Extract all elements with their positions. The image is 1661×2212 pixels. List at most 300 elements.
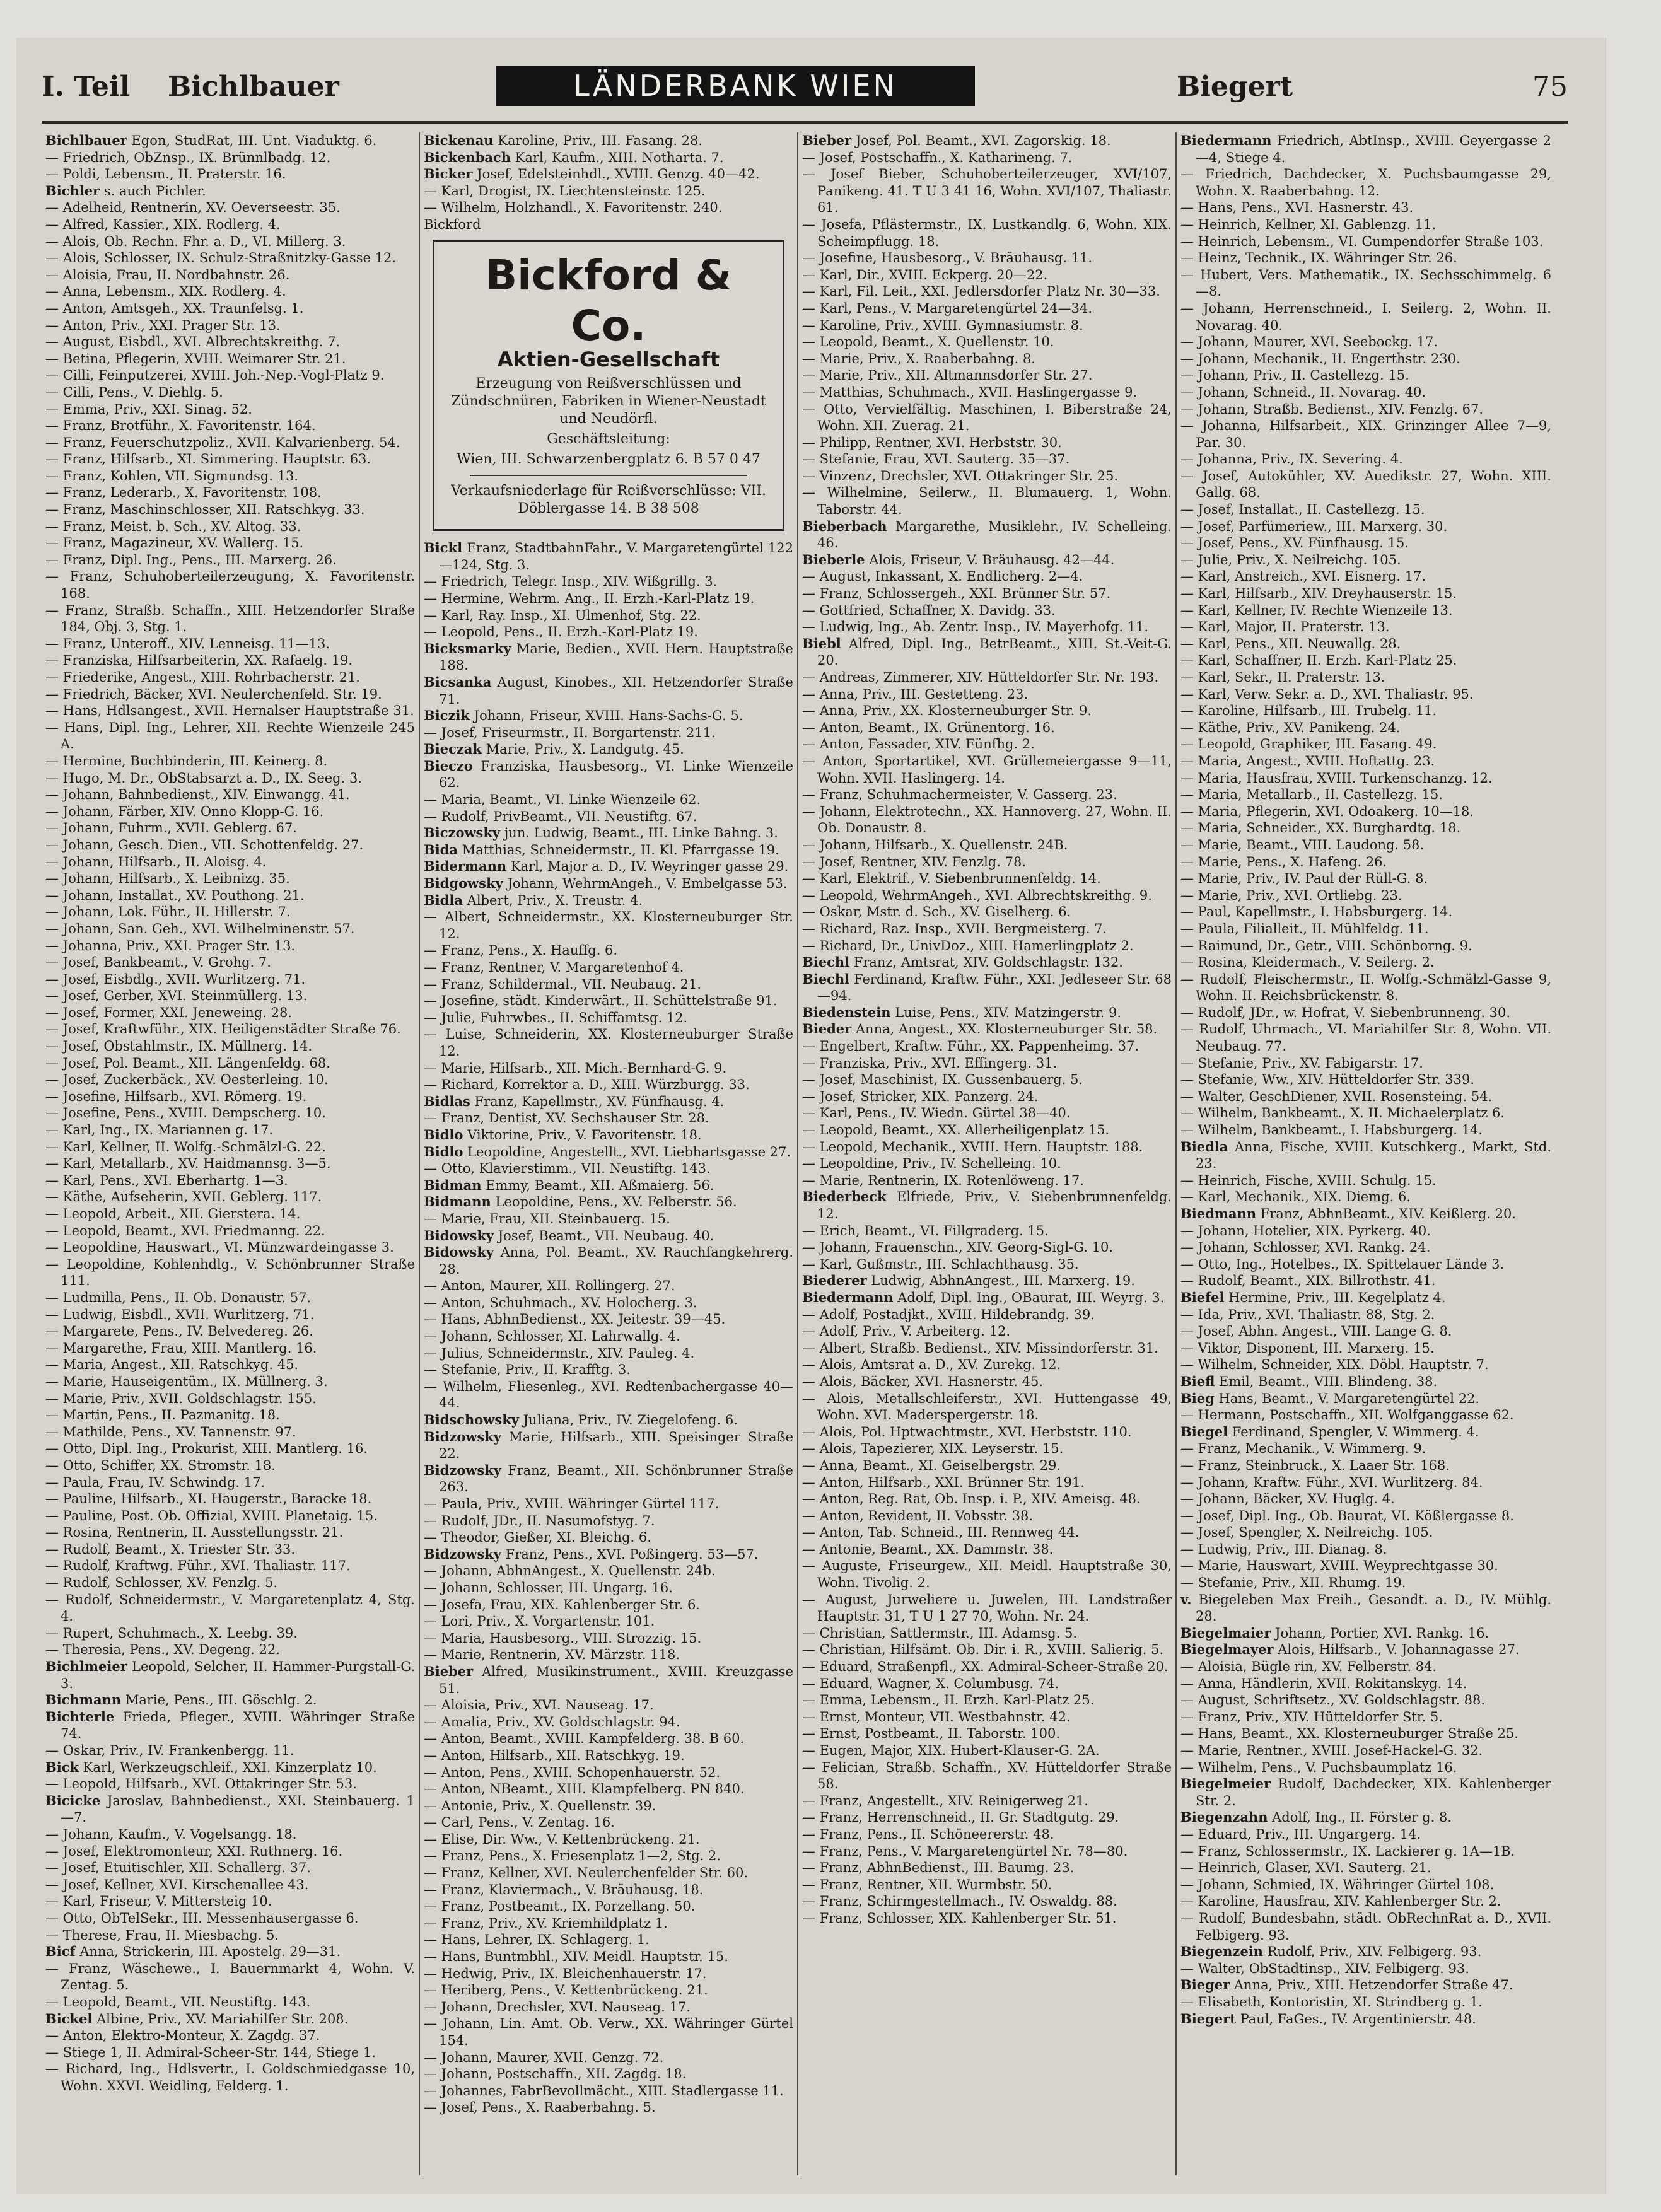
- directory-entry: Biefl Emil, Beamt., VIII. Blindeng. 38.: [1180, 1373, 1438, 1389]
- directory-entry: — Ernst, Postbeamt., II. Taborstr. 100.: [802, 1726, 1061, 1742]
- directory-entry: — Marie, Rentner., XVIII. Josef-Hackel-G. 32.: [1180, 1743, 1483, 1758]
- directory-entry: — Heinrich, Lebensm., VI. Gumpendorfer Straße 103.: [1180, 233, 1544, 249]
- surname-headword: Biegert: [1180, 2010, 1236, 2027]
- directory-entry: Biechl Ferdinand, Kraftw. Führ., XXI. Jedleseer Str. 68—94.: [802, 970, 1172, 1004]
- directory-entry: — Eduard, Wagner, X. Columbusg. 74.: [802, 1675, 1059, 1691]
- directory-entry: — Alois, Schlosser, IX. Schulz-Straßnitzky-Gasse 12.: [45, 250, 396, 266]
- directory-entry: — Karl, Friseur, V. Mittersteig 10.: [45, 1894, 272, 1909]
- directory-entry: Biederer Ludwig, AbhnAngest., III. Marxerg. 19.: [802, 1272, 1135, 1289]
- directory-entry: — Aloisia, Priv., XVI. Nauseag. 17.: [424, 1697, 654, 1713]
- directory-entry: — Carl, Pens., V. Zentag. 16.: [424, 1815, 615, 1831]
- surname-headword: Bichlmeier: [45, 1658, 127, 1675]
- directory-entry: — Josef, Dipl. Ing., Ob. Baurat, VI. Kößlergasse 8.: [1180, 1508, 1514, 1523]
- directory-entry: — Hans, Beamt., XX. Klosterneuburger Straße 25.: [1180, 1726, 1518, 1742]
- ad-office-label: Geschäftsleitung:: [547, 431, 670, 448]
- directory-entry: — Stiege 1, II. Admiral-Scheer-Str. 144, Stiege 1.: [45, 2044, 376, 2060]
- directory-entry: — Hedwig, Priv., IX. Bleichenhauerstr. 17.: [424, 1965, 707, 1981]
- directory-entry: — Otto, Vervielfältig. Maschinen, I. Biberstraße 24, Wohn. XII. Zuerag. 21.: [802, 401, 1172, 434]
- directory-entry: — Richard, Raz. Insp., XVII. Bergmeisterg. 7.: [802, 921, 1107, 936]
- directory-entry: — Eduard, Straßenpfl., XX. Admiral-Scheer-Straße 20.: [802, 1659, 1169, 1675]
- directory-entry: Bickl Franz, StadtbahnFahr., V. Margaretengürtel 122—124, Stg. 3.: [424, 540, 793, 573]
- directory-entry: — Auguste, Friseurgew., XII. Meidl. Hauptstraße 30, Wohn. Tivolig. 2.: [802, 1558, 1172, 1591]
- directory-entry: — Rudolf, JDr., w. Hofrat, V. Siebenbrunneng. 30.: [1180, 1004, 1511, 1020]
- directory-entry: — Wilhelm, Fliesenleg., XVI. Redtenbachergasse 40—44.: [424, 1378, 793, 1411]
- surname-headword: Bidowsky: [424, 1227, 494, 1243]
- directory-entry: Biedermann Friedrich, AbtInsp., XVIII. Geyergasse 2—4, Stiege 4.: [1180, 132, 1551, 165]
- directory-entry: — August, Eisbdl., XVI. Albrechtskreithg. 7.: [45, 334, 341, 350]
- directory-entry: — Heinrich, Kellner, XI. Gablenzg. 11.: [1180, 216, 1437, 232]
- directory-entry: — Rudolf, Uhrmach., VI. Mariahilfer Str. 8, Wohn. VII. Neubaug. 77.: [1180, 1022, 1551, 1054]
- directory-entry: — Johann, Hilfsarb., X. Quellenstr. 24B.: [802, 837, 1068, 853]
- directory-entry: — Käthe, Priv., XV. Panikeng. 24.: [1180, 719, 1401, 735]
- directory-entry: — Felician, Straßb. Schaffn., XV. Hütteldorfer Straße 58.: [802, 1759, 1172, 1792]
- directory-entry: Bieg Hans, Beamt., V. Margaretengürtel 22.: [1180, 1390, 1480, 1406]
- directory-entry: — Julie, Priv., X. Neilreichg. 105.: [1180, 552, 1401, 568]
- directory-entry: — Rosina, Rentnerin, II. Ausstellungsstr. 21.: [45, 1525, 344, 1540]
- directory-entry: — Leopold, Arbeit., XII. Gierstera. 14.: [45, 1206, 301, 1221]
- surname-headword: Bidlo: [424, 1143, 463, 1160]
- directory-entry: — Franz, Schlosser, XIX. Kahlenberger Str. 51.: [802, 1910, 1117, 1926]
- surname-headword: Bidgowsky: [424, 875, 503, 892]
- directory-entry: Bidman Emmy, Beamt., XII. Aßmaierg. 56.: [424, 1177, 714, 1193]
- directory-entry: — Margarete, Pens., IV. Belvedereg. 26.: [45, 1324, 313, 1339]
- directory-entry: Bickford: [424, 216, 481, 232]
- column-4: [1177, 132, 1555, 2175]
- directory-entry: — Albert, Straßb. Bedienst., XIV. Missindorferstr. 31.: [802, 1340, 1158, 1356]
- surname-headword: Bieberbach: [802, 518, 887, 534]
- directory-entry: — Stefanie, Priv., XV. Fabigarstr. 17.: [1180, 1055, 1423, 1071]
- directory-entry: Bieber Alfred, Musikinstrument., XVIII. Kreuzgasse 51.: [424, 1663, 793, 1696]
- directory-entry: — Maria, Metallarb., II. Castellezg. 15.: [1180, 787, 1443, 803]
- directory-entry: — Josef, Pens., XV. Fünfhausg. 15.: [1180, 535, 1409, 551]
- directory-entry: — Franz, Kohlen, VII. Sigmundsg. 13.: [45, 468, 299, 484]
- directory-entry: Bieger Anna, Priv., XIII. Hetzendorfer Straße 47.: [1180, 1977, 1513, 1993]
- directory-entry: Biegelmayer Alois, Hilfsarb., V. Johannagasse 27.: [1180, 1641, 1520, 1658]
- directory-entry: — Pauline, Hilfsarb., XI. Haugerstr., Baracke 18.: [45, 1491, 372, 1507]
- directory-entry: Bickenbach Karl, Kaufm., XIII. Notharta. 7.: [424, 149, 724, 165]
- directory-entry: Bidla Albert, Priv., X. Treustr. 4.: [424, 892, 643, 908]
- directory-entry: — Franz, Herrenschneid., II. Gr. Stadtgutg. 29.: [802, 1810, 1119, 1825]
- directory-entry: — Johann, Hilfsarb., II. Aloisg. 4.: [45, 854, 267, 870]
- directory-entry: — Franz, Priv., XIV. Hütteldorfer Str. 5.: [1180, 1709, 1443, 1725]
- directory-entry: — Josef, Zuckerbäck., XV. Oesterleing. 10.: [45, 1072, 329, 1088]
- guide-word-right: Biegert: [1177, 71, 1293, 103]
- directory-entry: — Amalia, Priv., XV. Goldschlagstr. 94.: [424, 1714, 680, 1730]
- directory-entry: — Hermann, Postschaffn., XII. Wolfganggasse 62.: [1180, 1407, 1514, 1423]
- directory-entry: Bidlo Viktorine, Priv., V. Favoritenstr. 18.: [424, 1126, 702, 1143]
- directory-entry: — Franz, Dipl. Ing., Pens., III. Marxerg. 26.: [45, 552, 337, 568]
- directory-entry: — Heinrich, Fische, XVIII. Schulg. 15.: [1180, 1172, 1437, 1188]
- directory-entry: — Johann, Mechanik., II. Engerthstr. 230.: [1180, 351, 1460, 366]
- surname-headword: Bickenbach: [424, 149, 511, 165]
- surname-headword: Biedmann: [1180, 1206, 1257, 1221]
- directory-entry: — Leopold, Beamt., XX. Allerheiligenplatz 15.: [802, 1122, 1110, 1138]
- directory-entry: — Marie, Rentnerin, XV. Märzstr. 118.: [424, 1647, 680, 1663]
- directory-entry: — Anton, Revident, II. Vobsstr. 38.: [802, 1508, 1034, 1523]
- directory-entry: — Elise, Dir. Ww., V. Kettenbrückeng. 21.: [424, 1831, 700, 1847]
- directory-entry: — Josef, Kraftwführ., XIX. Heiligenstädter Straße 76.: [45, 1022, 401, 1037]
- directory-entry: Bidlas Franz, Kapellmstr., XV. Fünfhausg. 4.: [424, 1093, 725, 1109]
- directory-entry: — Marie, Hauswart, XVIII. Weyprechtgasse 30.: [1180, 1558, 1498, 1574]
- section-label: I. Teil: [42, 71, 131, 103]
- directory-entry: — Franz, Pens., V. Margaretengürtel Nr. 78—80.: [802, 1843, 1128, 1859]
- banner-ad: LÄNDERBANK WIEN: [496, 66, 975, 106]
- directory-entry: — Christian, Sattlermstr., III. Adamsg. 5.: [802, 1625, 1078, 1641]
- directory-entry: — Josef, Eisbdlg., XVII. Wurlitzerg. 71.: [45, 971, 306, 987]
- directory-entry: — Erich, Beamt., VI. Fillgraderg. 15.: [802, 1223, 1049, 1238]
- directory-entry: — Otto, Schiffer, XX. Stromstr. 18.: [45, 1457, 276, 1473]
- directory-entry: — Karl, Metallarb., XV. Haidmannsg. 3—5.: [45, 1156, 331, 1172]
- column-2: [420, 132, 798, 2175]
- directory-entry: — Josef, Autokühler, XV. Auedikstr. 27, Wohn. XIII. Gallg. 68.: [1180, 468, 1551, 501]
- directory-entry: — Franz, Schirmgestellmach., IV. Oswaldg. 88.: [802, 1894, 1117, 1909]
- surname-headword: Bidman: [424, 1177, 482, 1193]
- directory-entry: — Philipp, Rentner, XVI. Herbststr. 30.: [802, 434, 1062, 450]
- surname-headword: Bidowsky: [424, 1244, 494, 1260]
- directory-entry: — Hugo, M. Dr., ObStabsarzt a. D., IX. Seeg. 3.: [45, 770, 363, 786]
- directory-entry: — Paula, Priv., XVIII. Währinger Gürtel 117.: [424, 1496, 720, 1511]
- directory-entry: — Hans, Pens., XVI. Hasnerstr. 43.: [1180, 200, 1414, 216]
- directory-entry: — Franz, Dentist, XV. Sechshauser Str. 28.: [424, 1110, 709, 1126]
- surname-headword: Bicf: [45, 1943, 76, 1960]
- directory-entry: — Anna, Beamt., XI. Geiselbergstr. 29.: [802, 1457, 1061, 1473]
- surname-headword: Bieder: [802, 1021, 852, 1037]
- directory-entry: — Vinzenz, Drechsler, XVI. Ottakringer Str. 25.: [802, 468, 1119, 484]
- directory-entry: — Hans, AbhnBedienst., XX. Jeitestr. 39—45.: [424, 1312, 726, 1327]
- surname-headword: Bieczak: [424, 741, 482, 757]
- directory-entry: — Poldi, Lebensm., II. Praterstr. 16.: [45, 166, 286, 182]
- surname-headword: v.: [1180, 1591, 1192, 1607]
- directory-entry: — Josef, Former, XXI. Jeneweing. 28.: [45, 1004, 293, 1020]
- column-1: [42, 132, 420, 2175]
- directory-entry: — Anton, Amtsgeh., XX. Traunfelsg. 1.: [45, 300, 304, 316]
- directory-entry: — Friedrich, Telegr. Insp., XIV. Wißgrillg. 3.: [424, 574, 718, 590]
- directory-entry: — Lori, Priv., X. Vorgartenstr. 101.: [424, 1614, 655, 1629]
- directory-entry: — Josef, Spengler, X. Neilreichg. 105.: [1180, 1525, 1433, 1540]
- directory-entry: — Karl, Anstreich., XVI. Eisnerg. 17.: [1180, 569, 1426, 585]
- directory-entry: — Wilhelm, Schneider, XIX. Döbl. Hauptstr. 7.: [1180, 1357, 1489, 1373]
- directory-entry: — Karl, Pens., IV. Wiedn. Gürtel 38—40.: [802, 1105, 1071, 1121]
- page-number: 75: [1532, 71, 1568, 103]
- directory-entry: — Karl, Hilfsarb., XIV. Dreyhauserstr. 15.: [1180, 586, 1457, 602]
- directory-entry: — Johann, Maurer, XVI. Seebockg. 17.: [1180, 334, 1438, 350]
- directory-entry: — Heriberg, Pens., V. Kettenbrückeng. 21.: [424, 1982, 708, 1998]
- surname-headword: Bickl: [424, 540, 463, 556]
- directory-entry: — Martin, Pens., II. Pazmanitg. 18.: [45, 1407, 280, 1423]
- directory-entry: — Antonie, Beamt., XX. Dammstr. 38.: [802, 1541, 1054, 1557]
- directory-entry: Bichler s. auch Pichler.: [45, 182, 206, 199]
- directory-entry: — Walter, ObStadtinsp., XIV. Felbigerg. 93.: [1180, 1960, 1469, 1976]
- directory-entry: — Josefa, Pflästermstr., IX. Lustkandlg. 6, Wohn. XIX. Scheimpflugg. 18.: [802, 216, 1172, 249]
- directory-entry: — Marie, Priv., XII. Altmannsdorfer Str. 27.: [802, 368, 1093, 383]
- directory-entry: — Johanna, Hilfsarbeit., XIX. Grinzinger Allee 7—9, Par. 30.: [1180, 418, 1551, 450]
- directory-entry: — Cilli, Feinputzerei, XVIII. Joh.-Nep.-Vogl-Platz 9.: [45, 368, 385, 383]
- directory-entry: — Johann, Lin. Amt. Ob. Verw., XX. Währinger Gürtel 154.: [424, 2016, 793, 2048]
- directory-entry: — Paul, Kapellmstr., I. Habsburgerg. 14.: [1180, 904, 1453, 920]
- directory-entry: — Richard, Korrektor a. D., XIII. Würzburgg. 33.: [424, 1077, 750, 1093]
- directory-entry: — Karl, Ray. Insp., XI. Ulmenhof, Stg. 22.: [424, 607, 701, 623]
- directory-entry: — Cilli, Pens., V. Diehlg. 5.: [45, 384, 223, 400]
- directory-entry: Bidmann Leopoldine, Pens., XV. Felberstr. 56.: [424, 1194, 737, 1210]
- surname-headword: Biegel: [1180, 1423, 1228, 1440]
- ad-sales-outlet: Verkaufsniederlage für Reißverschlüsse: VII. Döblergasse 14. B 38 508: [451, 483, 766, 517]
- surname-headword: Bieger: [1180, 1977, 1230, 1993]
- directory-entry: — Andreas, Zimmerer, XIV. Hütteldorfer Str. Nr. 193.: [802, 670, 1159, 685]
- directory-entry: — Johann, Maurer, XVII. Genzg. 72.: [424, 2049, 664, 2065]
- directory-entry: — Johannes, FabrBevollmächt., XIII. Stadlergasse 11.: [424, 2083, 784, 2098]
- directory-entry: Bieder Anna, Angest., XX. Klosterneuburger Str. 58.: [802, 1021, 1158, 1037]
- directory-entry: Bicicke Jaroslav, Bahnbedienst., XXI. Steinbauerg. 1—7.: [45, 1792, 415, 1825]
- directory-entry: Bieberle Alois, Friseur, V. Bräuhausg. 42—44.: [802, 551, 1115, 568]
- ad-description: Erzeugung von Reißverschlüssen und Zündschnüren, Fabriken in Wiener-Neustadt und Neudörfl.: [451, 376, 766, 428]
- directory-entry: Bichterle Frieda, Pfleger., XVIII. Währinger Straße 74.: [45, 1708, 415, 1742]
- directory-entry: — Alois, Pol. Hptwachtmstr., XVI. Herbststr. 110.: [802, 1424, 1132, 1440]
- column-3: [798, 132, 1177, 2175]
- directory-entry: — Johann, Frauenschn., XIV. Georg-Sigl-G. 10.: [802, 1240, 1114, 1255]
- ad-company-name: Bickford & Co.: [485, 250, 732, 350]
- surname-headword: Bicker: [424, 166, 473, 182]
- directory-entry: — Johann, Kaufm., V. Vogelsangg. 18.: [45, 1826, 297, 1842]
- directory-entry: — Friedrich, Bäcker, XVI. Neulerchenfeld. Str. 19.: [45, 686, 382, 702]
- directory-entry: — Viktor, Disponent, III. Marxerg. 15.: [1180, 1340, 1435, 1356]
- directory-entry: Biegenzein Rudolf, Priv., XIV. Felbigerg. 93.: [1180, 1943, 1482, 1960]
- surname-headword: Bick: [45, 1759, 79, 1775]
- directory-entry: — Wilhelm, Holzhandl., X. Favoritenstr. 240.: [424, 200, 723, 216]
- directory-entry: — Anton, Hilfsarb., XXI. Brünner Str. 191.: [802, 1474, 1085, 1490]
- directory-entry: — Maria, Beamt., VI. Linke Wienzeile 62.: [424, 792, 701, 808]
- surname-headword: Bichmann: [45, 1692, 122, 1708]
- directory-entry: — Theodor, Gießer, XI. Bleichg. 6.: [424, 1530, 651, 1545]
- directory-entry: — Ludwig, Ing., Ab. Zentr. Insp., IV. Mayerhofg. 11.: [802, 619, 1149, 635]
- directory-entry: — Anton, Tab. Schneid., III. Rennweg 44.: [802, 1525, 1080, 1540]
- surname-headword: Bicicke: [45, 1792, 101, 1808]
- directory-entry: — Leopold, Hilfsarb., XVI. Ottakringer Str. 53.: [45, 1776, 357, 1792]
- directory-entry: Bidowsky Anna, Pol. Beamt., XV. Rauchfangkehrerg. 28.: [424, 1244, 793, 1277]
- directory-entry: Biedla Anna, Fische, XVIII. Kutschkerg., Markt, Std. 23.: [1180, 1138, 1551, 1172]
- directory-entry: — Franz, Lederarb., X. Favoritenstr. 108.: [45, 485, 322, 501]
- directory-entry: — Paula, Filialleit., II. Mühlfeldg. 11.: [1180, 921, 1429, 936]
- surname-headword: Bida: [424, 841, 458, 858]
- directory-entry: — Josef, Gerber, XVI. Steinmüllerg. 13.: [45, 988, 308, 1004]
- directory-entry: — Johann, AbhnAngest., X. Quellenstr. 24b.: [424, 1563, 716, 1579]
- directory-entry: — Franz, Magazineur, XV. Wallerg. 15.: [45, 535, 304, 551]
- ad-divider: [470, 475, 747, 476]
- directory-entry: — Josef, Kellner, XVI. Kirschenallee 43.: [45, 1877, 309, 1892]
- directory-entry: — Hans, Dipl. Ing., Lehrer, XII. Rechte Wienzeile 245 A.: [45, 719, 415, 752]
- surname-headword: Biegenzahn: [1180, 1809, 1268, 1825]
- directory-entry: — Wilhelmine, Seilerw., II. Blumauerg. 1, Wohn. Taborstr. 44.: [802, 485, 1172, 518]
- directory-entry: Bichmann Marie, Pens., III. Göschlg. 2.: [45, 1692, 317, 1708]
- directory-entry: — Johann, Schneid., II. Novarag. 40.: [1180, 384, 1426, 400]
- directory-entry: — Stefanie, Priv., II. Krafftg. 3.: [424, 1362, 631, 1378]
- directory-entry: Biederbeck Elfriede, Priv., V. Siebenbrunnenfeldg. 12.: [802, 1189, 1172, 1221]
- surname-headword: Bichler: [45, 182, 100, 199]
- directory-entry: Biedmann Franz, AbhnBeamt., XIV. Keißlerg. 20.: [1180, 1206, 1517, 1221]
- directory-entry: — Maria, Angest., XII. Ratschkyg. 45.: [45, 1357, 299, 1373]
- directory-entry: — Marie, Priv., XVI. Ortliebg. 23.: [1180, 887, 1402, 903]
- directory-entry: — Leopold, Beamt., VII. Neustiftg. 143.: [45, 1994, 311, 2010]
- directory-entry: — Marie, Beamt., VIII. Laudong. 58.: [1180, 837, 1425, 853]
- surname-headword: Biefel: [1180, 1289, 1225, 1305]
- directory-entry: — Otto, Klavierstimm., VII. Neustiftg. 143.: [424, 1161, 711, 1177]
- directory-entry: — Rudolf, Bundesbahn, städt. ObRechnRat a. D., XVII. Felbigerg. 93.: [1180, 1910, 1551, 1943]
- directory-entry: Biefel Hermine, Priv., III. Kegelplatz 4.: [1180, 1289, 1446, 1305]
- directory-entry: — Rosina, Kleidermach., V. Seilerg. 2.: [1180, 955, 1435, 970]
- directory-entry: — Franz, Schuhoberteilerzeugung, X. Favoritenstr. 168.: [45, 569, 415, 602]
- directory-entry: — Johanna, Priv., XXI. Prager Str. 13.: [45, 938, 296, 953]
- directory-entry: — Christian, Hilfsämt. Ob. Dir. i. R., XVIII. Salierig. 5.: [802, 1642, 1164, 1658]
- directory-entry: — Julie, Fuhrwbes., II. Schiffamtsg. 12.: [424, 1010, 688, 1025]
- directory-entry: — Josef, Friseurmstr., II. Borgartenstr. 211.: [424, 725, 716, 740]
- directory-entry: — Rudolf, Schlosser, XV. Fenzlg. 5.: [45, 1575, 278, 1591]
- directory-entry: Bieber Josef, Pol. Beamt., XVI. Zagorskig. 18.: [802, 132, 1111, 148]
- directory-entry: — Alfred, Kassier., XIX. Rodlerg. 4.: [45, 216, 281, 232]
- directory-entry: — Wilhelm, Pens., V. Puchsbaumplatz 16.: [1180, 1759, 1457, 1775]
- directory-entry: — Anton, NBeamt., XIII. Klampfelberg. PN 840.: [424, 1781, 745, 1797]
- directory-entry: — Anton, Pens., XVIII. Schopenhauerstr. 52.: [424, 1764, 721, 1780]
- directory-entry: — Karoline, Hilfsarb., III. Trubelg. 11.: [1180, 703, 1437, 719]
- directory-entry: — Gottfried, Schaffner, X. Davidg. 33.: [802, 602, 1056, 618]
- directory-entry: — Walter, GeschDiener, XVII. Rosensteing. 54.: [1180, 1088, 1493, 1104]
- surname-headword: Biedermann: [802, 1289, 894, 1305]
- directory-entry: — Karl, Sekr., II. Praterstr. 13.: [1180, 670, 1385, 685]
- directory-entry: — Alois, Tapezierer, XIX. Leyserstr. 15.: [802, 1441, 1064, 1457]
- directory-entry: — Karoline, Priv., XVIII. Gymnasiumstr. 8.: [802, 317, 1083, 333]
- directory-entry: — Albert, Schneidermstr., XX. Klosterneuburger Str. 12.: [424, 909, 793, 941]
- directory-entry: — Wilhelm, Bankbeamt., I. Habsburgerg. 14.: [1180, 1122, 1483, 1138]
- directory-entry: — Franz, Schlossergeh., XXI. Brünner Str. 57.: [802, 586, 1111, 602]
- directory-entry: — Marie, Pens., X. Hafeng. 26.: [1180, 854, 1387, 870]
- surname-headword: Biedenstein: [802, 1004, 891, 1020]
- directory-entry: — Anton, Sportartikel, XVI. Grüllemeiergasse 9—11, Wohn. XVII. Haslingerg. 14.: [802, 753, 1172, 786]
- directory-entry: Bidzowsky Marie, Hilfsarb., XIII. Speisinger Straße 22.: [424, 1428, 793, 1462]
- directory-entry: — Franz, Schuhmachermeister, V. Gasserg. 23.: [802, 787, 1117, 803]
- directory-entry: — Karl, Fil. Leit., XXI. Jedlersdorfer Platz Nr. 30—33.: [802, 284, 1160, 300]
- directory-entry: — Ida, Priv., XVI. Thaliastr. 88, Stg. 2.: [1180, 1307, 1435, 1322]
- directory-entry: — Alois, Amtsrat a. D., XV. Zurekg. 12.: [802, 1357, 1061, 1373]
- directory-entry: — Karl, Schaffner, II. Erzh. Karl-Platz 25.: [1180, 653, 1457, 668]
- directory-entry: — Josef, Pens., X. Raaberbahng. 5.: [424, 2100, 656, 2116]
- directory-entry: — Stefanie, Ww., XIV. Hütteldorfer Str. 339.: [1180, 1072, 1474, 1088]
- directory-entry: — Paula, Frau, IV. Schwindg. 17.: [45, 1474, 265, 1490]
- directory-entry: — Johann, Bahnbedienst., XIV. Einwangg. 41.: [45, 787, 350, 803]
- directory-entry: — Karl, Verw. Sekr. a. D., XVI. Thaliastr. 95.: [1180, 686, 1474, 702]
- directory-entry: — Franz, Klaviermach., V. Bräuhausg. 18.: [424, 1882, 704, 1897]
- directory-entry: — Matthias, Schuhmach., XVII. Haslingergasse 9.: [802, 384, 1138, 400]
- directory-entry: — Johann, Installat., XV. Pouthong. 21.: [45, 887, 305, 903]
- directory-entry: — Anton, Priv., XXI. Prager Str. 13.: [45, 317, 281, 333]
- directory-entry: — Johann, Bäcker, XV. Huglg. 4.: [1180, 1491, 1395, 1507]
- directory-entry: — Marie, Frau, XII. Steinbauerg. 15.: [424, 1211, 670, 1226]
- directory-entry: — Rudolf, PrivBeamt., VII. Neustiftg. 67.: [424, 808, 697, 824]
- surname-headword: Bidla: [424, 892, 463, 908]
- directory-entry: — Leopoldine, Kohlenhdlg., V. Schönbrunner Straße 111.: [45, 1256, 415, 1289]
- directory-entry: — Maria, Hausbesorg., VIII. Strozzig. 15.: [424, 1630, 702, 1646]
- directory-entry: — Karl, Ing., IX. Mariannen g. 17.: [45, 1122, 274, 1138]
- surname-headword: Bieber: [424, 1663, 474, 1679]
- directory-entry: Bick Karl, Werkzeugschleif., XXI. Kinzerplatz 10.: [45, 1759, 377, 1775]
- surname-headword: Bidzowsky: [424, 1462, 501, 1478]
- directory-entry: — Hans, Buntmbhl., XIV. Meidl. Hauptstr. 15.: [424, 1949, 728, 1965]
- directory-entry: — Raimund, Dr., Getr., VIII. Schönborng. 9.: [1180, 938, 1472, 953]
- directory-entry: — Leopoldine, Priv., IV. Schelleing. 10.: [802, 1156, 1061, 1172]
- directory-entry: — Josefine, Pens., XVIII. Dempscherg. 10.: [45, 1105, 326, 1121]
- surname-headword: Bidlas: [424, 1093, 470, 1109]
- directory-entry: — Anton, Beamt., XVIII. Kampfelderg. 38. B 60.: [424, 1731, 745, 1747]
- directory-entry: — Otto, Dipl. Ing., Prokurist, XIII. Mantlerg. 16.: [45, 1441, 368, 1457]
- directory-entry: — Karl, Elektrif., V. Siebenbrunnenfeldg. 14.: [802, 871, 1101, 887]
- directory-entry: — Karl, Kellner, IV. Rechte Wienzeile 13.: [1180, 602, 1453, 618]
- surname-headword: Bichlbauer: [45, 132, 127, 148]
- directory-entry: — August, Schriftsetz., XV. Goldschlagstr. 88.: [1180, 1692, 1486, 1708]
- directory-entry: — Johann, Färber, XIV. Onno Klopp-G. 16.: [45, 803, 324, 819]
- directory-entry: — Marie, Priv., X. Raaberbahng. 8.: [802, 351, 1035, 366]
- directory-entry: Biebl Alfred, Dipl. Ing., BetrBeamt., XIII. St.-Veit-G. 20.: [802, 635, 1172, 668]
- directory-entry: — Richard, Ing., Hdlsvertr., I. Goldschmiedgasse 10, Wohn. XXVI. Weidling, Felderg. 1.: [45, 2061, 415, 2093]
- surname-headword: Bidlo: [424, 1126, 463, 1143]
- directory-entry: Biczowsky jun. Ludwig, Beamt., III. Linke Bahng. 3.: [424, 825, 778, 841]
- directory-entry: — Oskar, Priv., IV. Frankenbergg. 11.: [45, 1743, 294, 1758]
- directory-entry: — Josef, Stricker, XIX. Panzerg. 24.: [802, 1088, 1039, 1104]
- directory-entry: — Johann, Straßb. Bedienst., XIV. Fenzlg. 67.: [1180, 401, 1484, 417]
- directory-entry: — Josef, Rentner, XIV. Fenzlg. 78.: [802, 854, 1026, 870]
- surname-headword: Biederbeck: [802, 1189, 887, 1205]
- directory-entry: — Eduard, Priv., III. Ungargerg. 14.: [1180, 1826, 1421, 1842]
- bickford-advertisement: [433, 240, 784, 532]
- directory-columns: [42, 132, 1568, 2175]
- directory-entry: — Rudolf, Fleischermstr., II. Wolfg.-Schmälzl-Gasse 9, Wohn. II. Reichsbrückenstr. 8.: [1180, 971, 1551, 1004]
- directory-entry: — Ludmilla, Pens., II. Ob. Donaustr. 57.: [45, 1289, 312, 1305]
- directory-entry: — Franz, Pens., X. Friesenplatz 1—2, Stg. 2.: [424, 1848, 721, 1864]
- directory-entry: — Johann, Herrenschneid., I. Seilerg. 2, Wohn. II. Novarag. 40.: [1180, 300, 1551, 333]
- directory-entry: — Karl, Major, II. Praterstr. 13.: [1180, 619, 1390, 635]
- surname-headword: Bieberle: [802, 551, 865, 568]
- directory-entry: Bidgowsky Johann, WehrmAngeh., V. Embelgasse 53.: [424, 875, 788, 892]
- directory-entry: — Leopold, Beamt., XVI. Friedmanng. 22.: [45, 1223, 325, 1238]
- directory-entry: — Johann, Gesch. Dien., VII. Schottenfeldg. 27.: [45, 837, 364, 853]
- directory-entry: — Josef, Postschaffn., X. Katharineng. 7.: [802, 149, 1073, 165]
- surname-headword: Bieber: [802, 132, 852, 148]
- directory-entry: — Friedrich, ObZnsp., IX. Brünnlbadg. 12.: [45, 149, 331, 165]
- directory-entry: — Johann, Hilfsarb., X. Leibnizg. 35.: [45, 871, 290, 887]
- directory-entry: — Therese, Frau, II. Miesbachg. 5.: [45, 1927, 279, 1943]
- directory-entry: — Johann, Drechsler, XVI. Nauseag. 17.: [424, 1999, 691, 2015]
- directory-entry: — Franz, Straßb. Schaffn., XIII. Hetzendorfer Straße 184, Obj. 3, Stg. 1.: [45, 602, 415, 635]
- directory-entry: Bicsanka August, Kinobes., XII. Hetzendorfer Straße 71.: [424, 673, 793, 707]
- directory-entry: — Friederike, Angest., XIII. Rohrbacherstr. 21.: [45, 670, 360, 685]
- directory-entry: — Franz, Rentner, V. Margaretenhof 4.: [424, 960, 684, 975]
- directory-entry: — Marie, Priv., IV. Paul der Rüll-G. 8.: [1180, 871, 1428, 887]
- directory-entry: — Maria, Pflegerin, XVI. Odoakerg. 10—18.: [1180, 803, 1474, 819]
- directory-entry: — Maria, Schneider., XX. Burghardtg. 18.: [1180, 820, 1461, 836]
- directory-entry: — Johann, Fuhrm., XVII. Geblerg. 67.: [45, 820, 297, 836]
- directory-entry: Biedenstein Luise, Pens., XIV. Matzingerstr. 9.: [802, 1004, 1121, 1020]
- directory-entry: v. Biegeleben Max Freih., Gesandt. a. D., IV. Mühlg. 28.: [1180, 1591, 1551, 1624]
- directory-entry: — Johann, Elektrotechn., XX. Hannoverg. 27, Wohn. II. Ob. Donaustr. 8.: [802, 803, 1172, 836]
- ad-office-address: Wien, III. Schwarzenbergplatz 6. B 57 0 47: [457, 451, 761, 468]
- directory-entry: — Mathilde, Pens., XV. Tannenstr. 97.: [45, 1424, 296, 1440]
- directory-entry: — Anna, Priv., XX. Klosterneuburger Str. 9.: [802, 703, 1092, 719]
- directory-entry: — Anton, Reg. Rat, Ob. Insp. i. P., XIV. Ameisg. 48.: [802, 1491, 1141, 1507]
- directory-entry: — Hans, Lehrer, IX. Schlagerg. 1.: [424, 1932, 650, 1948]
- directory-entry: — Julius, Schneidermstr., XIV. Pauleg. 4.: [424, 1345, 695, 1361]
- directory-entry: Bieberbach Margarethe, Musiklehr., IV. Schelleing. 46.: [802, 518, 1172, 551]
- directory-entry: — Johann, San. Geh., XVI. Wilhelminenstr. 57.: [45, 921, 355, 936]
- directory-entry: — Margarethe, Frau, XIII. Mantlerg. 16.: [45, 1340, 317, 1356]
- header-rule: [42, 121, 1568, 124]
- directory-entry: — Leopold, Beamt., X. Quellenstr. 10.: [802, 334, 1054, 350]
- directory-entry: — Rudolf, Kraftwg. Führ., XVI. Thaliastr. 117.: [45, 1558, 351, 1574]
